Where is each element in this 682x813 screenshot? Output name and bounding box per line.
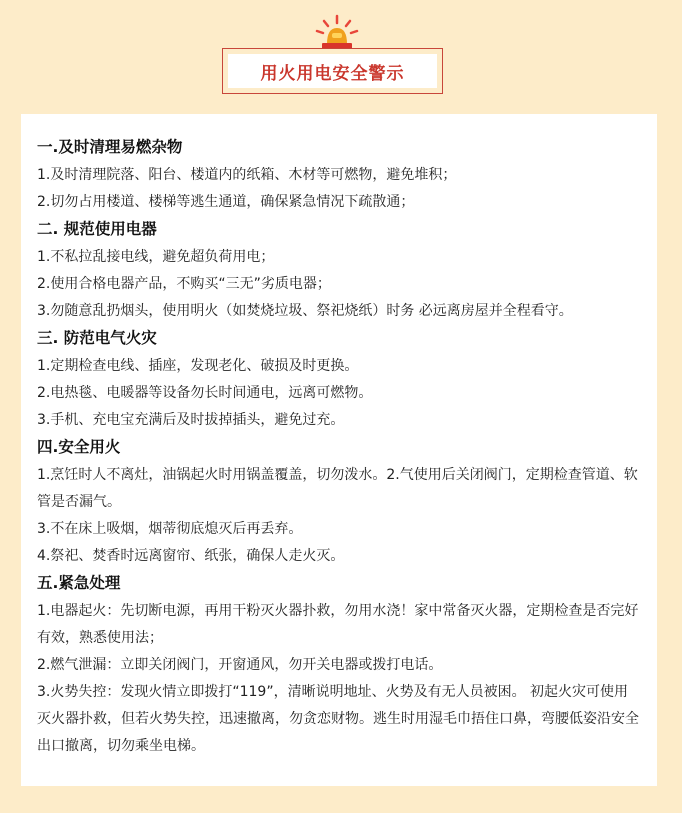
- content-card: [21, 114, 657, 786]
- section-heading: 二. 规范使用电器: [37, 220, 157, 238]
- section-line: 1.及时清理院落、阳台、楼道内的纸箱、木材等可燃物，避免堆积；: [37, 167, 457, 183]
- section-line: 3.不在床上吸烟，烟蒂彻底熄灭后再丢弃。: [37, 521, 303, 537]
- section-heading: 三. 防范电气火灾: [37, 329, 157, 347]
- section-line: 1.烹饪时人不离灶，油锅起火时用锅盖覆盖，切勿泼水。2.气使用后关闭阀门，定期检查管道、软管是否漏气。: [37, 467, 638, 510]
- section-line: 3.火势失控：发现火情立即拨打“119”，清晰说明地址、火势及有无人员被困。 初起火灾可使用灭火器扑救，但若火势失控，迅速撤离，勿贪恋财物。逃生时用湿毛巾捂住口鼻，弯腰低姿沿安全出口撤离，切勿乘坐电梯。: [37, 684, 639, 754]
- section-line: 2.电热毯、电暖器等设备勿长时间通电，远离可燃物。: [37, 385, 373, 401]
- section-2: [37, 218, 641, 325]
- section-1: [37, 136, 641, 216]
- section-line: 1.定期检查电线、插座，发现老化、破损及时更换。: [37, 358, 359, 374]
- section-line: 2.使用合格电器产品，不购买“三无”劣质电器；: [37, 276, 331, 292]
- title-frame: [222, 48, 443, 94]
- header: [0, 0, 682, 110]
- section-5: [37, 572, 641, 760]
- section-line: 1.不私拉乱接电线，避免超负荷用电；: [37, 249, 275, 265]
- section-line: 2.燃气泄漏：立即关闭阀门，开窗通风，勿开关电器或拨打电话。: [37, 657, 443, 673]
- section-line: 1.电器起火：先切断电源，再用干粉灭火器扑救，勿用水浇！家中常备灭火器，定期检查是否完好有效，熟悉使用法；: [37, 603, 639, 646]
- section-line: 4.祭祀、焚香时远离窗帘、纸张，确保人走火灭。: [37, 548, 345, 564]
- section-line: 2.切勿占用楼道、楼梯等逃生通道，确保紧急情况下疏散通；: [37, 194, 415, 210]
- section-line: 3.勿随意乱扔烟头，使用明火（如焚烧垃圾、祭祀烧纸）时务 必远离房屋并全程看守。: [37, 303, 573, 319]
- section-3: [37, 327, 641, 434]
- section-heading: 五.紧急处理: [37, 574, 121, 592]
- section-heading: 一.及时清理易燃杂物: [37, 138, 183, 156]
- section-line: 3.手机、充电宝充满后及时拔掉插头，避免过充。: [37, 412, 345, 428]
- page-title: 用火用电安全警示: [228, 54, 437, 88]
- section-heading: 四.安全用火: [37, 438, 121, 456]
- section-4: [37, 436, 641, 570]
